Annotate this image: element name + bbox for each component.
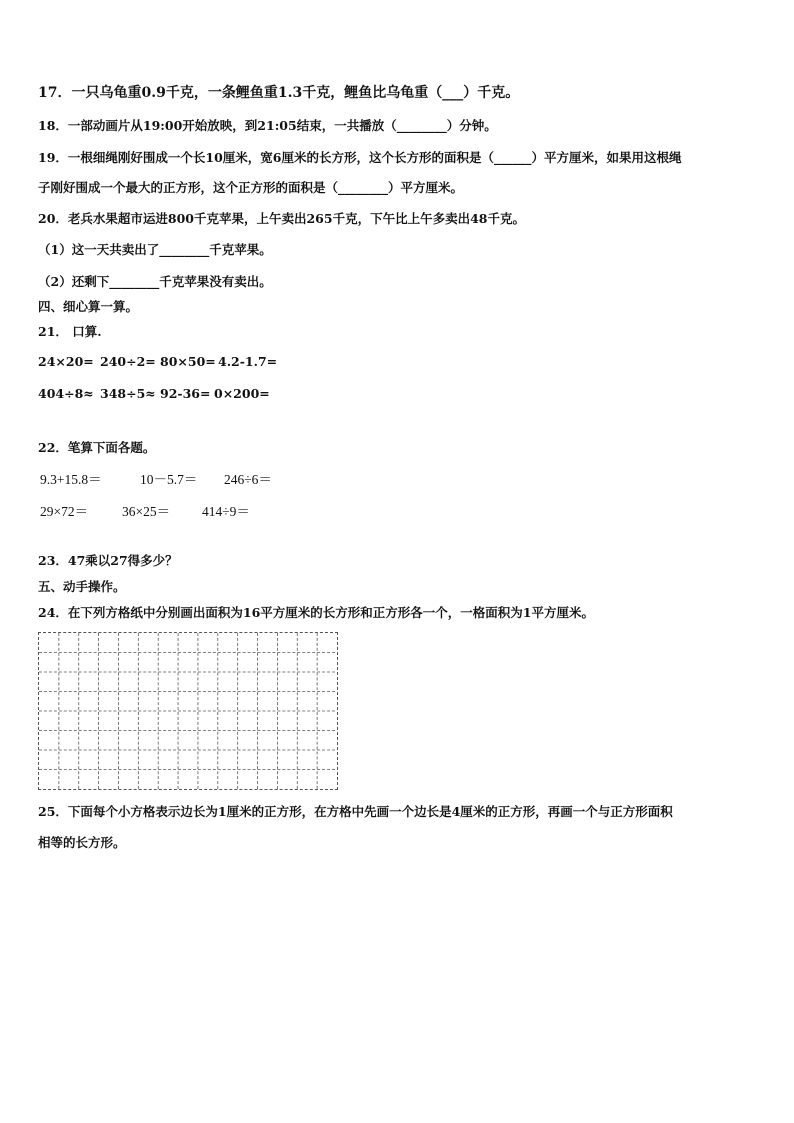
written-calc-1: 9.3+15.8＝ xyxy=(40,472,102,487)
question-20: 20．老兵水果超市运进800千克苹果，上午卖出265千克，下午比上午多卖出48千克。 xyxy=(38,211,525,226)
question-19-line1: 19．一根细绳刚好围成一个长10厘米，宽6厘米的长方形，这个长方形的面积是（______）平方厘米，如果用这根绳 xyxy=(38,150,682,165)
question-20-part1: （1）这一天共卖出了________千克苹果。 xyxy=(38,242,272,257)
question-21: 21． 口算. xyxy=(38,324,102,339)
oral-calc-6: 348÷5≈ xyxy=(100,386,156,401)
written-calc-5: 36×25＝ xyxy=(122,504,171,519)
written-calc-6: 414÷9＝ xyxy=(202,504,250,519)
oral-calc-8: 0×200= xyxy=(214,386,270,401)
question-17: 17．一只乌龟重0.9千克，一条鲤鱼重1.3千克，鲤鱼比乌龟重（___）千克。 xyxy=(38,85,520,101)
written-calc-2: 10－5.7＝ xyxy=(140,472,198,487)
question-18: 18．一部动画片从19:00开始放映，到21:05结束，一共播放（________）分钟。 xyxy=(38,118,497,133)
question-19-line2: 子刚好围成一个最大的正方形，这个正方形的面积是（________）平方厘米。 xyxy=(38,180,464,195)
oral-calc-2: 240÷2= xyxy=(100,354,156,369)
question-25-line2: 相等的长方形。 xyxy=(38,835,126,850)
written-calc-4: 29×72＝ xyxy=(40,504,89,519)
oral-calc-5: 404÷8≈ xyxy=(38,386,94,401)
question-23: 23．47乘以27得多少？ xyxy=(38,553,178,568)
written-calc-3: 246÷6＝ xyxy=(224,472,272,487)
question-24: 24．在下列方格纸中分别画出面积为16平方厘米的长方形和正方形各一个，一格面积为1平方厘米。 xyxy=(38,605,594,620)
oral-calc-7: 92-36= xyxy=(160,386,211,401)
oral-calc-4: 4.2-1.7= xyxy=(218,354,278,369)
oral-calc-3: 80×50= xyxy=(160,354,216,369)
section-4-heading: 四、细心算一算。 xyxy=(38,299,139,314)
question-25-line1: 25．下面每个小方格表示边长为1厘米的正方形，在方格中先画一个边长是4厘米的正方形，再画一个与正方形面积 xyxy=(38,804,673,819)
section-5-heading: 五、动手操作。 xyxy=(38,579,126,594)
question-22: 22．笔算下面各题。 xyxy=(38,440,156,455)
question-20-part2: （2）还剩下________千克苹果没有卖出。 xyxy=(38,274,272,289)
oral-calc-1: 24×20= xyxy=(38,354,94,369)
square-grid-paper xyxy=(38,632,338,790)
